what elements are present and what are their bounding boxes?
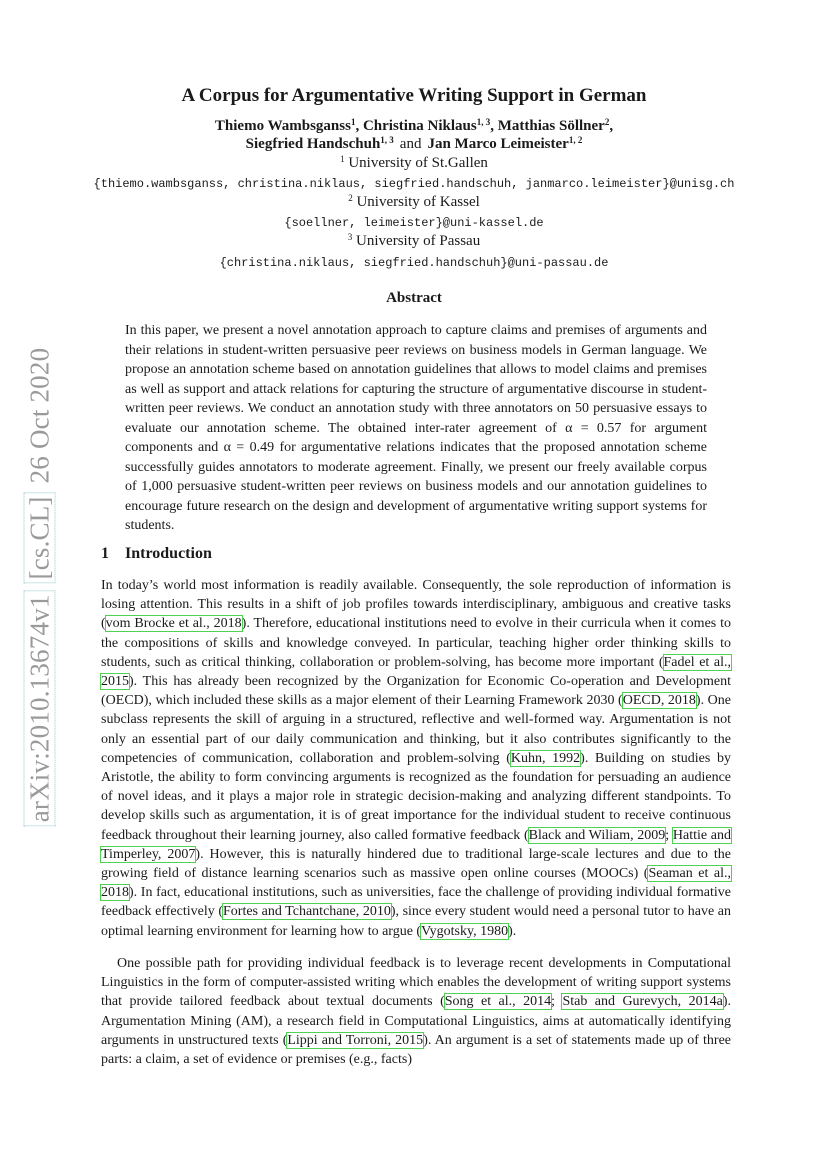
citation-link[interactable]: Black and Wiliam, 2009 xyxy=(528,827,666,843)
body-paragraph-1 xyxy=(101,576,731,941)
author-affil-marker: 1, 3 xyxy=(476,117,491,127)
paragraph-text: ; xyxy=(665,827,673,843)
arxiv-id[interactable]: arXiv:2010.13674v1 xyxy=(24,590,56,826)
citation-link[interactable]: Fadel et al., 2015 xyxy=(101,654,731,690)
citation-link[interactable]: OECD, 2018 xyxy=(622,693,696,709)
paragraph-text: ). Building on studies by Aristotle, the ability to form convincing arguments is recognized as the foundation for persuading an audience of novel ideas, and it plays a major role in strategic decision-making and analyzing different standpoints. To develop skills such as argumentation, it is of great importance for the individual student to receive continuous feedback throughout their learning journey, also called formative feedback ( xyxy=(101,750,731,843)
paragraph-text: One possible path for providing individual feedback is to leverage recent developments in Computational Linguistics in the form of computer-assisted writing which enables the development of writing support systems that provide tailored feedback about textual documents ( xyxy=(101,956,731,1010)
affiliation-2-email[interactable]: {soellner, leimeister}@uni-kassel.de xyxy=(284,216,544,230)
author-affil-marker: 1, 3 xyxy=(380,135,394,145)
author-name: Siegfried Handschuh xyxy=(245,136,381,152)
paragraph-text: ). Argumentation Mining (AM), a research field in Computational Linguistics, aims at automatically identifying arguments in unstructured texts ( xyxy=(101,994,731,1048)
author-affil-marker: 1, 2 xyxy=(568,135,583,145)
author-name: Christina Niklaus xyxy=(362,118,477,134)
author-line-1: Thiemo Wambsganss$^1$, Christina Niklaus$^{1, 3}$, Matthias Söllner$^2$, xyxy=(214,117,614,134)
body-paragraph-2 xyxy=(101,954,731,1069)
citation-link[interactable]: Fortes and Tchantchane, 2010 xyxy=(223,904,391,920)
affiliation-3-email[interactable]: {christina.niklaus, siegfried.handschuh}@uni-passau.de xyxy=(219,256,609,270)
paragraph-text: ; xyxy=(551,994,563,1010)
affiliation-name: University of Passau xyxy=(356,233,481,249)
section-number: 1 xyxy=(101,545,109,562)
affiliation-3 xyxy=(0,233,828,250)
affiliation-number: 3 xyxy=(347,232,353,242)
citation-link[interactable]: Seaman et al., 2018 xyxy=(101,866,731,901)
arxiv-date: 26 Oct 2020 xyxy=(24,347,55,484)
citation-link[interactable]: Stab and Gurevych, 2014a xyxy=(562,994,723,1010)
paragraph-text: ). However, this is naturally hindered due to traditional large-scale lectures and due to the growing field of distance learning scenarios such as massive open online courses (MOOCs) ( xyxy=(101,846,731,882)
citation-link[interactable]: Hattie and Timperley, 2007 xyxy=(101,827,732,862)
section-heading xyxy=(101,545,212,563)
paragraph-text: In today’s world most information is readily available. Consequently, the sole reproduction of information is losing attention. This results in a shift of job profiles towards interdisciplinary, ambiguous and creative tasks ( xyxy=(101,578,731,632)
paragraph-text: ), since every student would need a personal tutor to have an optimal learning environment for learning how to argue ( xyxy=(101,904,731,939)
paragraph-text: ). This has already been recognized by the Organization for Economic Co-operation and Development (OECD), which included these skills as a major element of their Learning Framework 2030 ( xyxy=(101,674,731,709)
author-name: Jan Marco Leimeister xyxy=(427,136,569,152)
section-title: Introduction xyxy=(125,545,212,562)
citation-link[interactable]: Kuhn, 1992 xyxy=(510,750,581,766)
arxiv-category[interactable]: [cs.CL] xyxy=(24,492,56,583)
paragraph-text: ). One subclass represents the skill of arguing in a structured, reflective and well-formed way. Argumentation is not only an essential part of our daily communication and thinking, but it also contributes significantly to the competencies of communication, collaboration and problem-solving ( xyxy=(101,693,731,766)
affiliation-1 xyxy=(0,155,828,172)
abstract-text: In this paper, we present a novel annotation approach to capture claims and premises of arguments and their relations in student-written persuasive peer reviews on business models in German language. We propose an annotation scheme based on annotation guidelines that allows to model claims and premises as well as support and attack relations for capturing the structure of argumentative discourse in student-written peer reviews. We conduct an annotation study with three annotators on 50 persuasive essays to evaluate our annotation scheme. The obtained inter-rater agreement of α = 0.57 for argument components and α = 0.49 for argumentative relations indicates that the proposed annotation scheme successfully guides annotators to moderate agreement. Finally, we present our freely available corpus of 1,000 persuasive student-written peer reviews on business models and our annotation guidelines to encourage future research on the design and development of argumentative writing support systems for students. xyxy=(125,323,707,533)
author-affil-marker: 2 xyxy=(604,117,610,127)
author-line-2 xyxy=(0,136,828,153)
paragraph-text: ). Therefore, educational institutions need to evolve in their curricula when it comes to the compositions of skills and knowledge conveyed. In particular, teaching higher order thinking skills to students, such as critical thinking, collaboration or problem-solving, has become more important ( xyxy=(101,616,731,670)
paper-title: A Corpus for Argumentative Writing Support in German xyxy=(181,85,647,106)
affiliation-name: University of St.Gallen xyxy=(348,155,488,171)
citation-link[interactable]: Lippi and Torroni, 2015 xyxy=(287,1032,424,1048)
author-name: Matthias Söllner xyxy=(497,118,605,134)
citation-link[interactable]: Song et al., 2014 xyxy=(444,994,552,1010)
author-conjunction: and xyxy=(399,136,422,152)
abstract-heading: Abstract xyxy=(386,290,442,306)
affiliation-name: University of Kassel xyxy=(356,194,480,210)
citation-link[interactable]: vom Brocke et al., 2018 xyxy=(105,616,242,632)
citation-link[interactable]: Vygotsky, 1980 xyxy=(421,923,509,939)
arxiv-side-stamp xyxy=(25,346,56,827)
paragraph-text: ). In fact, educational institutions, such as universities, face the challenge of providing individual formative feedback effectively ( xyxy=(101,885,731,920)
author-affil-marker: 1 xyxy=(350,117,356,127)
paragraph-text: ). xyxy=(508,923,517,939)
affiliation-2 xyxy=(0,194,828,211)
affiliation-number: 1 xyxy=(340,154,345,164)
affiliation-1-email[interactable]: {thiemo.wambsganss, christina.niklaus, siegfried.handschuh, janmarco.leimeister}@unisg.ch xyxy=(93,177,735,191)
affiliation-number: 2 xyxy=(348,193,353,203)
author-name: Thiemo Wambsganss xyxy=(214,118,351,134)
paragraph-text: ). An argument is a set of statements made up of three parts: a claim, a set of evidence or premises (e.g., facts) xyxy=(101,1032,731,1068)
